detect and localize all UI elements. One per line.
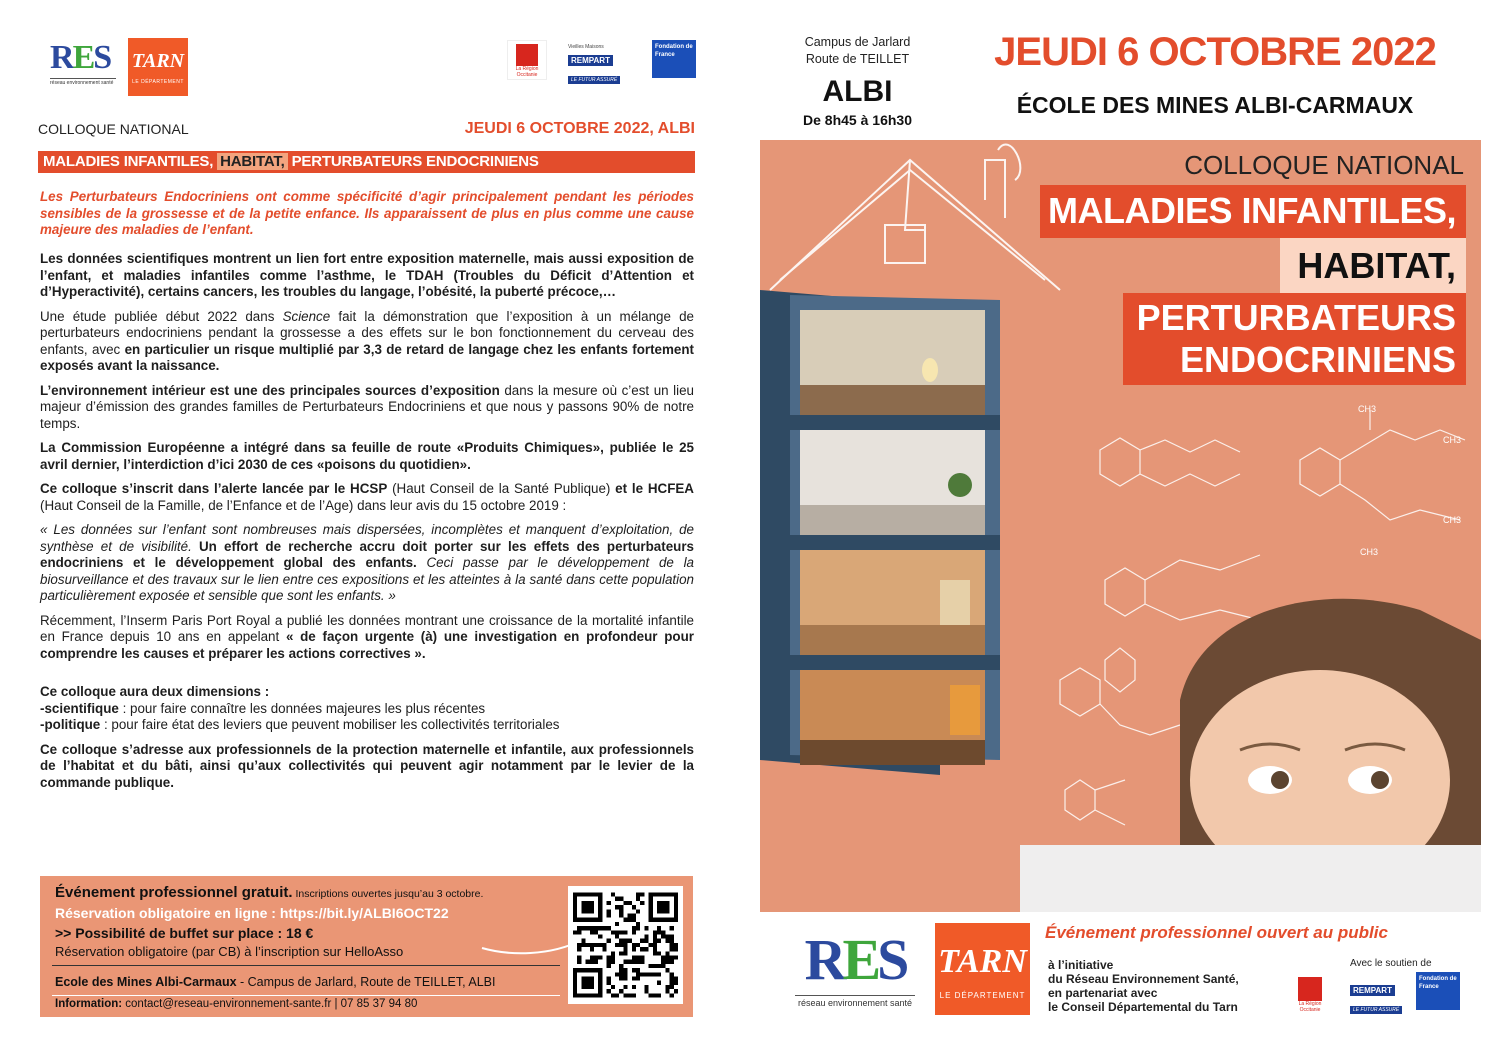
- paragraph-inserm: [40, 613, 694, 663]
- occitanie-logo-text: La Région Occitanie: [1298, 1001, 1322, 1013]
- school-name: ÉCOLE DES MINES ALBI-CARMAUX: [1016, 92, 1414, 118]
- floor-4: [800, 670, 985, 765]
- res-logo-subtitle: réseau environnement santé: [795, 995, 915, 1008]
- qr-code[interactable]: [568, 886, 683, 1004]
- occitanie-cross-icon: [516, 44, 538, 66]
- free-event-note: Inscriptions ouvertes jusqu’au 3 octobre.: [292, 888, 484, 900]
- divider: [52, 995, 560, 996]
- res-letter-s: S: [877, 927, 906, 992]
- paragraph-inserm-a: Récemment, l’Inserm Paris Port Royal a publié les données montrant une croissance de la mortalité infantile en France depuis 10 ans en appelant: [40, 612, 694, 644]
- poster-title-maladies: MALADIES INFANTILES,: [1047, 190, 1456, 231]
- building-illustration: [760, 290, 1000, 775]
- intro-paragraph: Les Perturbateurs Endocriniens ont comme spécificité d’agir principalement pendant les périodes sensibles de la grossesse et de la petite enfance. Ils apparaissent de plus en plus comme une cause majeure des maladies de l’enfant.: [40, 189, 694, 237]
- contact-label: Information:: [55, 998, 123, 1010]
- occitanie-cross-icon: [1298, 977, 1322, 1001]
- rempart-logo-name: REMPART: [1350, 985, 1395, 996]
- res-letter-r: R: [804, 927, 843, 992]
- free-event-line: [55, 884, 483, 901]
- dimensions-title: Ce colloque aura deux dimensions :: [40, 684, 270, 699]
- initiative-line-3: en partenariat avec: [1048, 986, 1158, 1000]
- paragraph-environnement-a: L’environnement intérieur est une des principales sources d’exposition: [40, 382, 500, 398]
- contact-line: [55, 998, 417, 1010]
- event-date: JEUDI 6 OCTOBRE 2022: [994, 30, 1436, 74]
- tarn-logo-name: TARN: [938, 943, 1027, 980]
- occitanie-logo-text: La Région Occitanie: [515, 66, 539, 78]
- hours: De 8h45 à 16h30: [803, 112, 912, 128]
- paragraph-environnement-b: dans la mesure où c’est un lieu majeur d’émission des grandes familles de Perturbateurs Endocriniens et que nous y passons 90% de notre temps.: [40, 382, 694, 431]
- divider: [52, 965, 560, 966]
- occitanie-logo: [507, 40, 547, 80]
- rempart-logo-tag: LE FUTUR ASSURÉ: [568, 76, 620, 84]
- poster-title-endocriniens: ENDOCRINIENS: [1179, 339, 1456, 380]
- quote-b: Un effort de recherche accru doit porter sur les effets des perturbateurs endocriniens et le développement global des enfants.: [40, 538, 694, 570]
- res-letter-s: S: [93, 39, 111, 76]
- body-text: [40, 251, 694, 799]
- rempart-logo-tag: LE FUTUR ASSURÉ: [1350, 1006, 1402, 1014]
- ch3-label: CH3: [1443, 515, 1462, 525]
- res-logo: [50, 38, 116, 96]
- floor-3: [800, 550, 985, 655]
- reservation-link[interactable]: Réservation obligatoire en ligne : https://bit.ly/ALBI6OCT22: [55, 905, 449, 921]
- free-event-label: Événement professionnel gratuit.: [55, 884, 293, 901]
- contact-text[interactable]: contact@reseau-environnement-sante.fr | 07 85 37 94 80: [122, 998, 418, 1010]
- campus-line-2: Route de TEILLET: [805, 52, 910, 66]
- tarn-logo: [128, 38, 188, 96]
- rempart-logo: [568, 44, 630, 83]
- paragraph-hcsp-d: (Haut Conseil de la Famille, de l’Enfance et de l’Age) dans leur avis du 15 octobre 2019 :: [40, 497, 567, 513]
- poster-colloque-label: COLLOQUE NATIONAL: [1184, 150, 1464, 180]
- paragraph-etude-c: fait la démonstration que l’exposition à un mélange de perturbateurs endocriniens pendant la grossesse a des effets sur le bon fonctionnement du cerveau des enfants, avec: [40, 308, 694, 357]
- tarn-logo-sub: LE DÉPARTEMENT: [939, 991, 1026, 1000]
- chemical-labels: [1358, 404, 1461, 557]
- fondation-de-france-logo: Fondation de France: [1416, 972, 1460, 1010]
- registration-box: [40, 876, 693, 1017]
- ch3-label: CH3: [1360, 547, 1379, 557]
- res-logo-large: [795, 925, 915, 1025]
- banner-part-perturbateurs: PERTURBATEURS ENDOCRINIENS: [287, 153, 539, 170]
- tarn-logo-name: TARN: [131, 50, 185, 72]
- qr-code-icon: [573, 891, 678, 999]
- quote-a: « Les données sur l’enfant sont nombreuses mais dispersées, incomplètes et manquent d’exploitation, de synthèse et de visibilité.: [40, 522, 694, 554]
- poster-title-perturbateurs: PERTURBATEURS: [1136, 297, 1456, 338]
- left-page: [0, 0, 740, 1058]
- title-banner: [38, 151, 695, 173]
- poster-artwork: [760, 140, 1481, 912]
- banner-part-habitat: HABITAT,: [217, 153, 288, 170]
- quote-c: Ceci passe par le développement de la biosurveillance et des travaux sur le lien entre ces expositions et les atteintes à la santé dans cette population particulièrement exposée et sensible que sont les enfants. »: [40, 555, 694, 603]
- venue-line: [55, 975, 495, 989]
- res-letter-r: R: [50, 39, 73, 76]
- poster-title-band-3: [1123, 293, 1466, 385]
- banner-part-maladies: MALADIES INFANTILES,: [43, 153, 218, 170]
- paragraph-commission: La Commission Européenne a intégré dans sa feuille de route «Produits Chimiques», publiée le 25 avril dernier, l’interdiction d’ici 2030 de ces «poisons du quotidien».: [40, 440, 694, 472]
- poster-title-band-1: [1040, 185, 1466, 238]
- initiative-line-4: le Conseil Départemental du Tarn: [1048, 1000, 1238, 1014]
- initiative-line-1: à l’initiative: [1048, 958, 1114, 972]
- occitanie-logo: [1290, 975, 1330, 1015]
- venue-name: Ecole des Mines Albi-Carmaux: [55, 975, 237, 989]
- public-event-label: Événement professionnel ouvert au public: [1045, 923, 1388, 942]
- dimension-politique-label: -politique: [40, 717, 101, 732]
- paragraph-donnees: Les données scientifiques montrent un lien fort entre exposition maternelle, mais aussi exposition de l’enfant, et maladies infantiles comme l’asthme, le TDAH (Troubles du Déficit d’Attention et d’Hyperactivité), certains cancers, les troubles du langage, l’obésité, la puberté précoce,…: [40, 251, 694, 299]
- rempart-logo-name: REMPART: [568, 55, 613, 66]
- tarn-logo-large: [935, 923, 1030, 1015]
- ch3-label: CH3: [1358, 404, 1377, 414]
- dimension-scientifique-label: -scientifique: [40, 700, 119, 716]
- floor-2: [800, 430, 985, 535]
- buffet-note: Réservation obligatoire (par CB) à l’inscription sur HelloAsso: [55, 944, 404, 959]
- dimension-scientifique-text: : pour faire connaître les données majeures les plus récentes: [118, 700, 486, 716]
- table-surface: [1020, 845, 1481, 912]
- fondation-de-france-logo: Fondation de France: [652, 40, 696, 78]
- res-letter-e: E: [842, 927, 878, 992]
- paragraph-dimensions: [40, 684, 694, 734]
- paragraph-public: Ce colloque s’adresse aux professionnels de la protection maternelle et infantile, aux professionnels de l’habitat et du bâti, ainsi qu’aux collectivités qui peuvent agir notamment par le levier de la commande publique.: [40, 741, 694, 790]
- paragraph-hcsp-c: et le HCFEA: [615, 481, 694, 496]
- rempart-logo: [1350, 980, 1410, 1014]
- colloque-label: COLLOQUE NATIONAL: [38, 121, 189, 137]
- house-sketch: [770, 144, 1060, 290]
- paragraph-etude: [40, 309, 694, 375]
- paragraph-etude-science: Science: [282, 308, 331, 324]
- support-label: Avec le soutien de: [1350, 958, 1432, 969]
- venue-address: - Campus de Jarlard, Route de TEILLET, ALBI: [236, 975, 496, 989]
- paragraph-hcsp: [40, 481, 694, 514]
- city: ALBI: [822, 75, 893, 108]
- paragraph-quote: [40, 522, 694, 605]
- tarn-logo-sub: LE DÉPARTEMENT: [132, 79, 184, 85]
- paragraph-etude-a: Une étude publiée début 2022 dans: [40, 308, 283, 324]
- initiative-line-2: du Réseau Environnement Santé,: [1048, 972, 1239, 986]
- date-location-label: JEUDI 6 OCTOBRE 2022, ALBI: [464, 120, 695, 137]
- campus-line-1: Campus de Jarlard: [804, 35, 911, 49]
- paragraph-hcsp-b: (Haut Conseil de la Santé Publique): [387, 481, 616, 496]
- res-letter-e: E: [72, 39, 94, 76]
- initiative-text: [1048, 958, 1239, 1014]
- buffet-line: >> Possibilité de buffet sur place : 18 €: [55, 925, 314, 941]
- floor-1: [800, 310, 985, 415]
- paragraph-environnement: [40, 383, 694, 433]
- campus-address: [775, 34, 940, 68]
- ch3-label: CH3: [1443, 435, 1462, 445]
- res-logo-subtitle: réseau environnement santé: [50, 78, 116, 87]
- poster-title-habitat: HABITAT,: [1297, 245, 1456, 286]
- poster-title-band-2: [1280, 238, 1466, 293]
- paragraph-inserm-b: « de façon urgente (à) une investigation en profondeur pour comprendre les causes et préparer les actions correctives ».: [40, 629, 694, 661]
- paragraph-etude-d: en particulier un risque multiplié par 3,3 de retard de langage chez les enfants fortement exposés avant la naissance.: [40, 341, 694, 373]
- rempart-logo-top: Vieilles Maisons: [568, 44, 604, 50]
- paragraph-hcsp-a: Ce colloque s’inscrit dans l’alerte lancée par le HCSP: [40, 481, 388, 496]
- dimension-politique-text: : pour faire état des leviers que peuvent mobiliser les collectivités territoriales: [100, 717, 560, 732]
